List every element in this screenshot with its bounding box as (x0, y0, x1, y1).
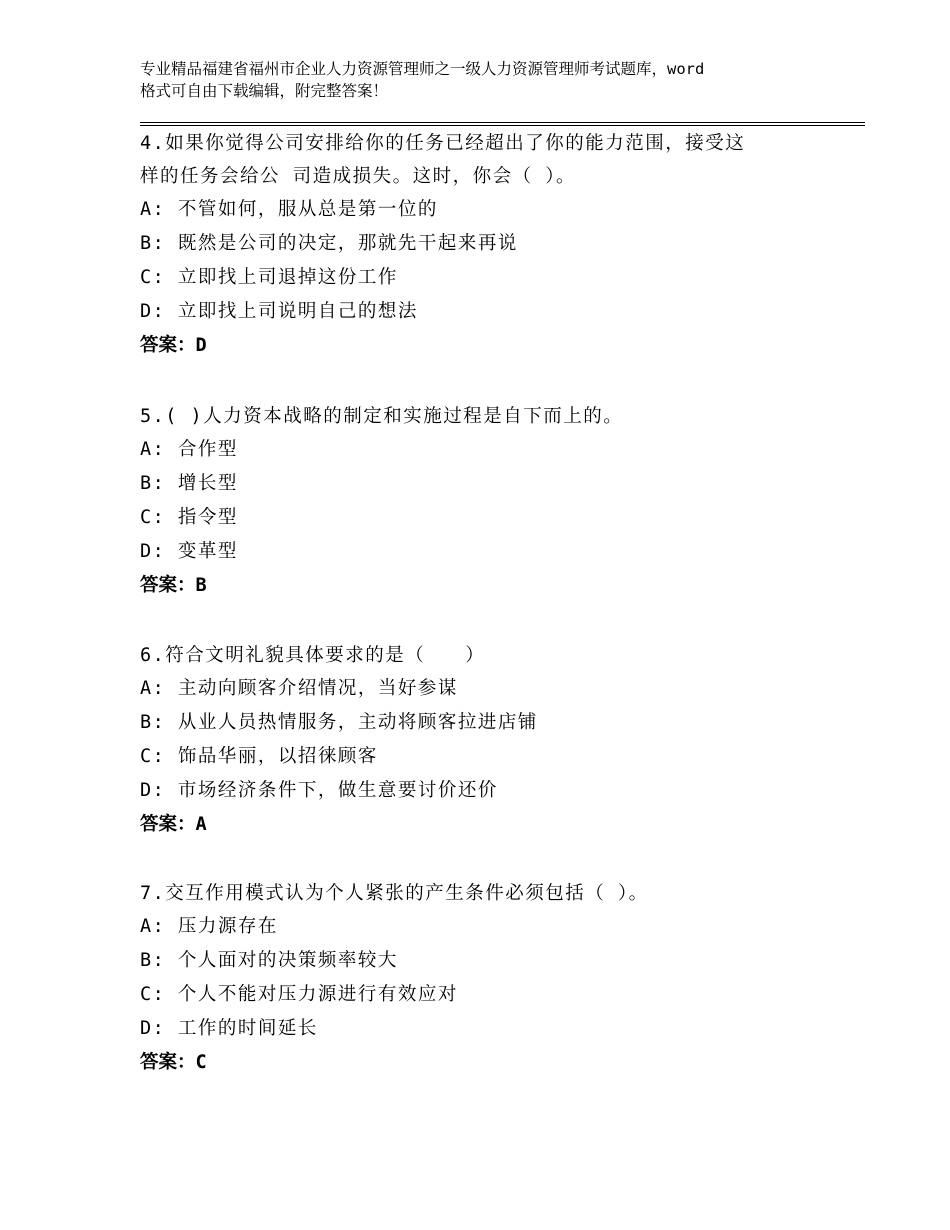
question-7 (140, 877, 820, 1080)
question-4 (140, 127, 820, 363)
question-stem: 7.交互作用模式认为个人紧张的产生条件必须包括（ ）。 (140, 883, 649, 904)
answer (140, 329, 820, 363)
option-a: A: 合作型 (140, 439, 238, 460)
header-rule-bottom (140, 125, 865, 126)
option-d: D: 工作的时间延长 (140, 1018, 318, 1039)
option-a: A: 不管如何，服从总是第一位的 (140, 199, 438, 220)
question-stem-continued: 样的任务会给公 司造成损失。这时，你会（ ）。 (140, 166, 577, 187)
option-b: B: 从业人员热情服务，主动将顾客拉进店铺 (140, 712, 538, 733)
option-a: A: 主动向顾客介绍情况，当好参谋 (140, 678, 458, 699)
answer-value: B (195, 575, 207, 596)
option-c: C: 饰品华丽，以招徕顾客 (140, 746, 378, 767)
header-line-2: 格式可自由下载编辑，附完整答案！ (140, 82, 389, 100)
answer (140, 808, 820, 842)
option-b: B: 增长型 (140, 473, 238, 494)
answer-value: D (195, 335, 207, 356)
question-stem: 6.符合文明礼貌具体要求的是（ ） (140, 645, 486, 666)
header-rule-top (140, 122, 865, 123)
answer (140, 1046, 820, 1080)
option-d: D: 变革型 (140, 541, 238, 562)
answer-label: 答案： (140, 814, 196, 835)
option-c: C: 指令型 (140, 507, 238, 528)
option-c: C: 立即找上司退掉这份工作 (140, 267, 398, 288)
header-line-1: 专业精品福建省福州市企业人力资源管理师之一级人力资源管理师考试题库，word (140, 60, 705, 78)
option-d: D: 立即找上司说明自己的想法 (140, 301, 418, 322)
answer-value: C (195, 1052, 207, 1073)
question-stem: 4.如果你觉得公司安排给你的任务已经超出了你的能力范围，接受这 (140, 133, 746, 154)
document-header (140, 58, 840, 102)
answer-label: 答案： (140, 335, 196, 356)
answer-label: 答案： (140, 1052, 196, 1073)
option-b: B: 个人面对的决策频率较大 (140, 950, 398, 971)
question-5 (140, 400, 820, 603)
option-a: A: 压力源存在 (140, 916, 278, 937)
answer-value: A (195, 814, 207, 835)
option-c: C: 个人不能对压力源进行有效应对 (140, 984, 458, 1005)
option-b: B: 既然是公司的决定，那就先干起来再说 (140, 233, 518, 254)
question-stem: 5.( )人力资本战略的制定和实施过程是自下而上的。 (140, 406, 624, 427)
answer-label: 答案： (140, 575, 196, 596)
question-6 (140, 639, 820, 842)
answer (140, 569, 820, 603)
option-d: D: 市场经济条件下，做生意要讨价还价 (140, 780, 498, 801)
